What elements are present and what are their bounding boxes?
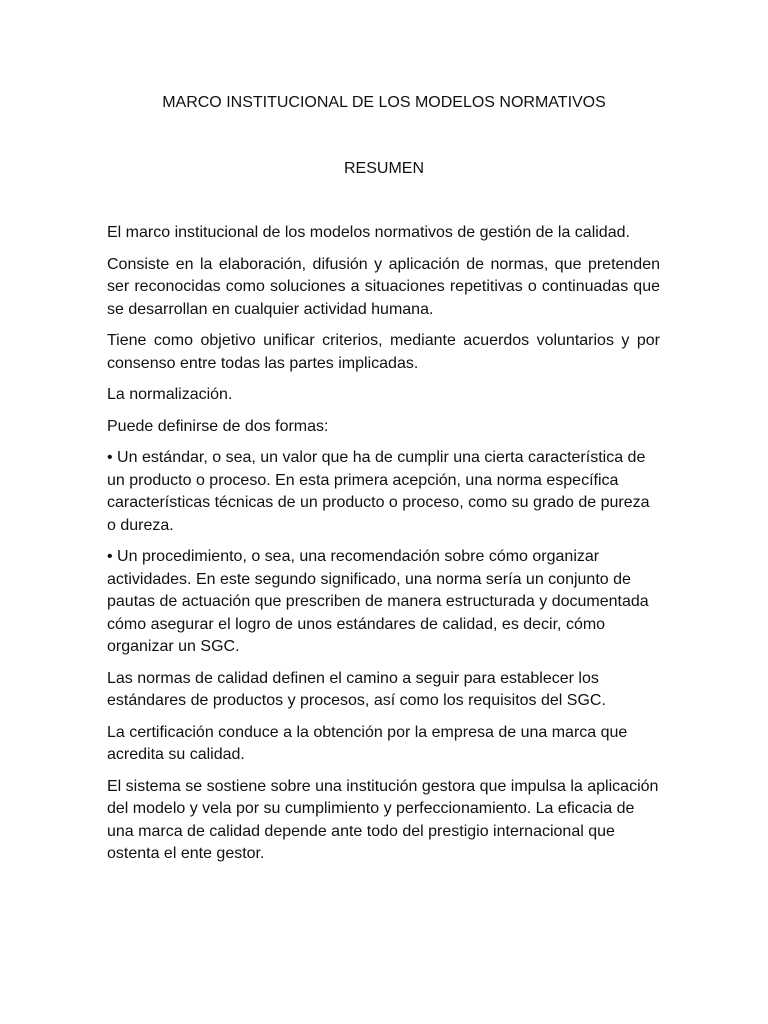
paragraph-sistema: El sistema se sostiene sobre una institución gestora que impulsa la aplicación del modelo y vela por su cumplimiento y perfeccionamiento. La eficacia de una marca de calidad depende ante todo del prestigio internacional que ostenta el ente gestor.	[107, 777, 659, 862]
paragraph-normalizacion: La normalización.	[107, 386, 233, 403]
paragraph-objetivo: Tiene como objetivo unificar criterios, mediante acuerdos voluntarios y por consenso entre todas las partes implicadas.	[107, 332, 660, 372]
bullet-estandar: • Un estándar, o sea, un valor que ha de cumplir una cierta característica de un producto o proceso. En esta primera acepción, una norma específica características técnicas de un producto o proceso, como su grado de pureza o dureza.	[107, 449, 650, 534]
document-body	[107, 222, 660, 875]
paragraph-dos-formas: Puede definirse de dos formas:	[107, 417, 329, 435]
paragraph-consiste: Consiste en la elaboración, difusión y aplicación de normas, que pretenden ser reconocidas como soluciones a situaciones repetitivas o continuadas que se desarrollan en cualquier actividad humana.	[107, 255, 660, 318]
document-title: MARCO INSTITUCIONAL DE LOS MODELOS NORMATIVOS	[162, 94, 606, 111]
document-subtitle: RESUMEN	[343, 160, 424, 177]
paragraph-intro: El marco institucional de los modelos normativos de gestión de la calidad.	[107, 224, 630, 241]
paragraph-certificacion: La certificación conduce a la obtención por la empresa de una marca que acredita su calidad.	[107, 723, 628, 763]
paragraph-normas-calidad: Las normas de calidad definen el camino a seguir para establecer los estándares de productos y procesos, así como los requisitos del SGC.	[107, 669, 606, 709]
bullet-procedimiento: • Un procedimiento, o sea, una recomendación sobre cómo organizar actividades. En este segundo significado, una norma sería un conjunto de pautas de actuación que prescriben de manera estructurada y documentada cómo asegurar el logro de unos estándares de calidad, es decir, cómo organizar un SGC.	[107, 548, 649, 655]
